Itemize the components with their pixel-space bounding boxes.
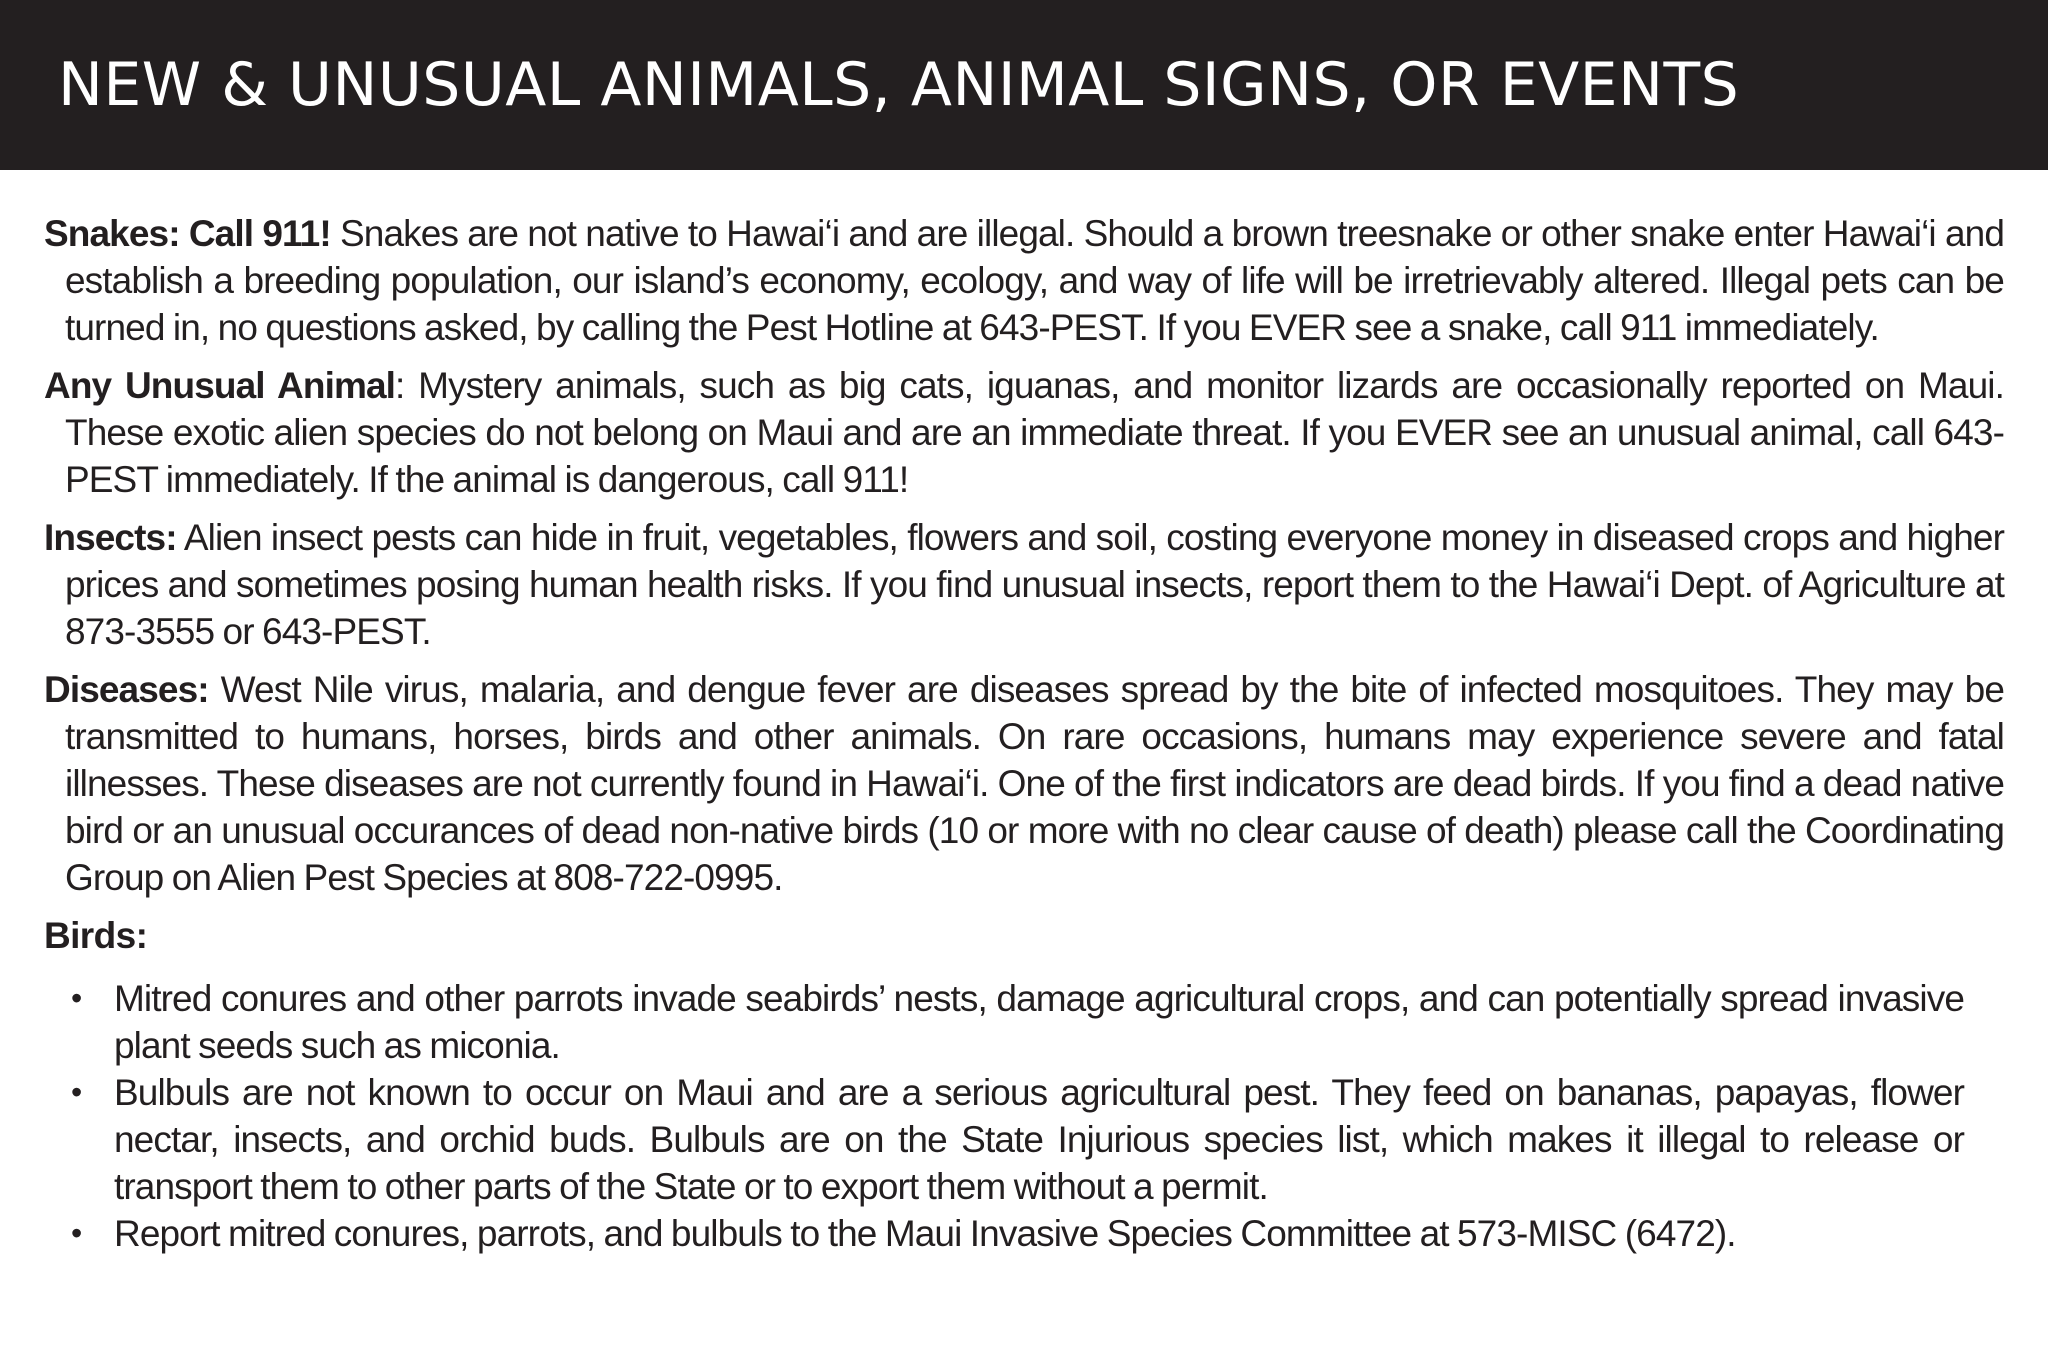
- entry-text: Alien insect pests can hide in fruit, vegetables, flowers and soil, costing everyone money in diseased crops and higher prices and sometimes posing human health risks. If you find unusual insects, report them to the Hawai‘i Dept. of Agriculture at 873-3555 or 643-PEST.: [65, 517, 2004, 652]
- main-content: [44, 210, 2004, 1257]
- list-item-text: Bulbuls are not known to occur on Maui and are a serious agricultural pest. They feed on bananas, papayas, flower nectar, insects, and orchid buds. Bulbuls are on the State Injurious species list, which makes it illegal to release or transport them to other parts of the State or to export them without a permit.: [114, 1072, 1964, 1207]
- entry-text: West Nile virus, malaria, and dengue fever are diseases spread by the bite of infected mosquitoes. They may be transmitted to humans, horses, birds and other animals. On rare occasions, humans may experience severe and fatal illnesses. These diseases are not currently found in Hawai‘i. One of the first indicators are dead birds. If you find a dead native bird or an unusual occurances of dead non-native birds (10 or more with no clear cause of death) please call the Coordinating Group on Alien Pest Species at 808-722-0995.: [65, 669, 2004, 898]
- entry-term: Insects:: [44, 517, 177, 558]
- list-item: [44, 1210, 1964, 1257]
- entry-text: : Mystery animals, such as big cats, iguanas, and monitor lizards are occasionally reported on Maui. These exotic alien species do not belong on Maui and are an immediate threat. If you EVER see an unusual animal, call 643-PEST immediately. If the animal is dangerous, call 911!: [65, 365, 2004, 500]
- bullet-icon: •: [71, 1074, 82, 1110]
- header-bar: [0, 0, 2048, 170]
- list-item: [44, 975, 1964, 1069]
- list-item-text: Report mitred conures, parrots, and bulbuls to the Maui Invasive Species Committee at 573-MISC (6472).: [114, 1213, 1736, 1254]
- entry-term: Snakes: Call 911!: [44, 213, 331, 254]
- bullet-icon: •: [71, 980, 82, 1016]
- list-item: [44, 1069, 1964, 1210]
- page-title: NEW & UNUSUAL ANIMALS, ANIMAL SIGNS, OR EVENTS: [58, 50, 1740, 120]
- entry-text: Snakes are not native to Hawai‘i and are illegal. Should a brown treesnake or other snake enter Hawai‘i and establish a breeding population, our island’s economy, ecology, and way of life will be irretrievably altered. Illegal pets can be turned in, no questions asked, by calling the Pest Hotline at 643-PEST. If you EVER see a snake, call 911 immediately.: [65, 213, 2004, 348]
- entry-snakes: [44, 210, 2004, 351]
- birds-heading: Birds:: [44, 915, 148, 956]
- entry-diseases: [44, 666, 2004, 901]
- entry-unusual-animal: [44, 362, 2004, 503]
- entry-term: Diseases:: [44, 669, 209, 710]
- entry-insects: [44, 514, 2004, 655]
- bullet-icon: •: [71, 1215, 82, 1251]
- birds-bullet-list: [44, 975, 1964, 1257]
- entry-term: Any Unusual Animal: [44, 365, 396, 406]
- list-item-text: Mitred conures and other parrots invade seabirds’ nests, damage agricultural crops, and can potentially spread invasive plant seeds such as miconia.: [114, 978, 1964, 1066]
